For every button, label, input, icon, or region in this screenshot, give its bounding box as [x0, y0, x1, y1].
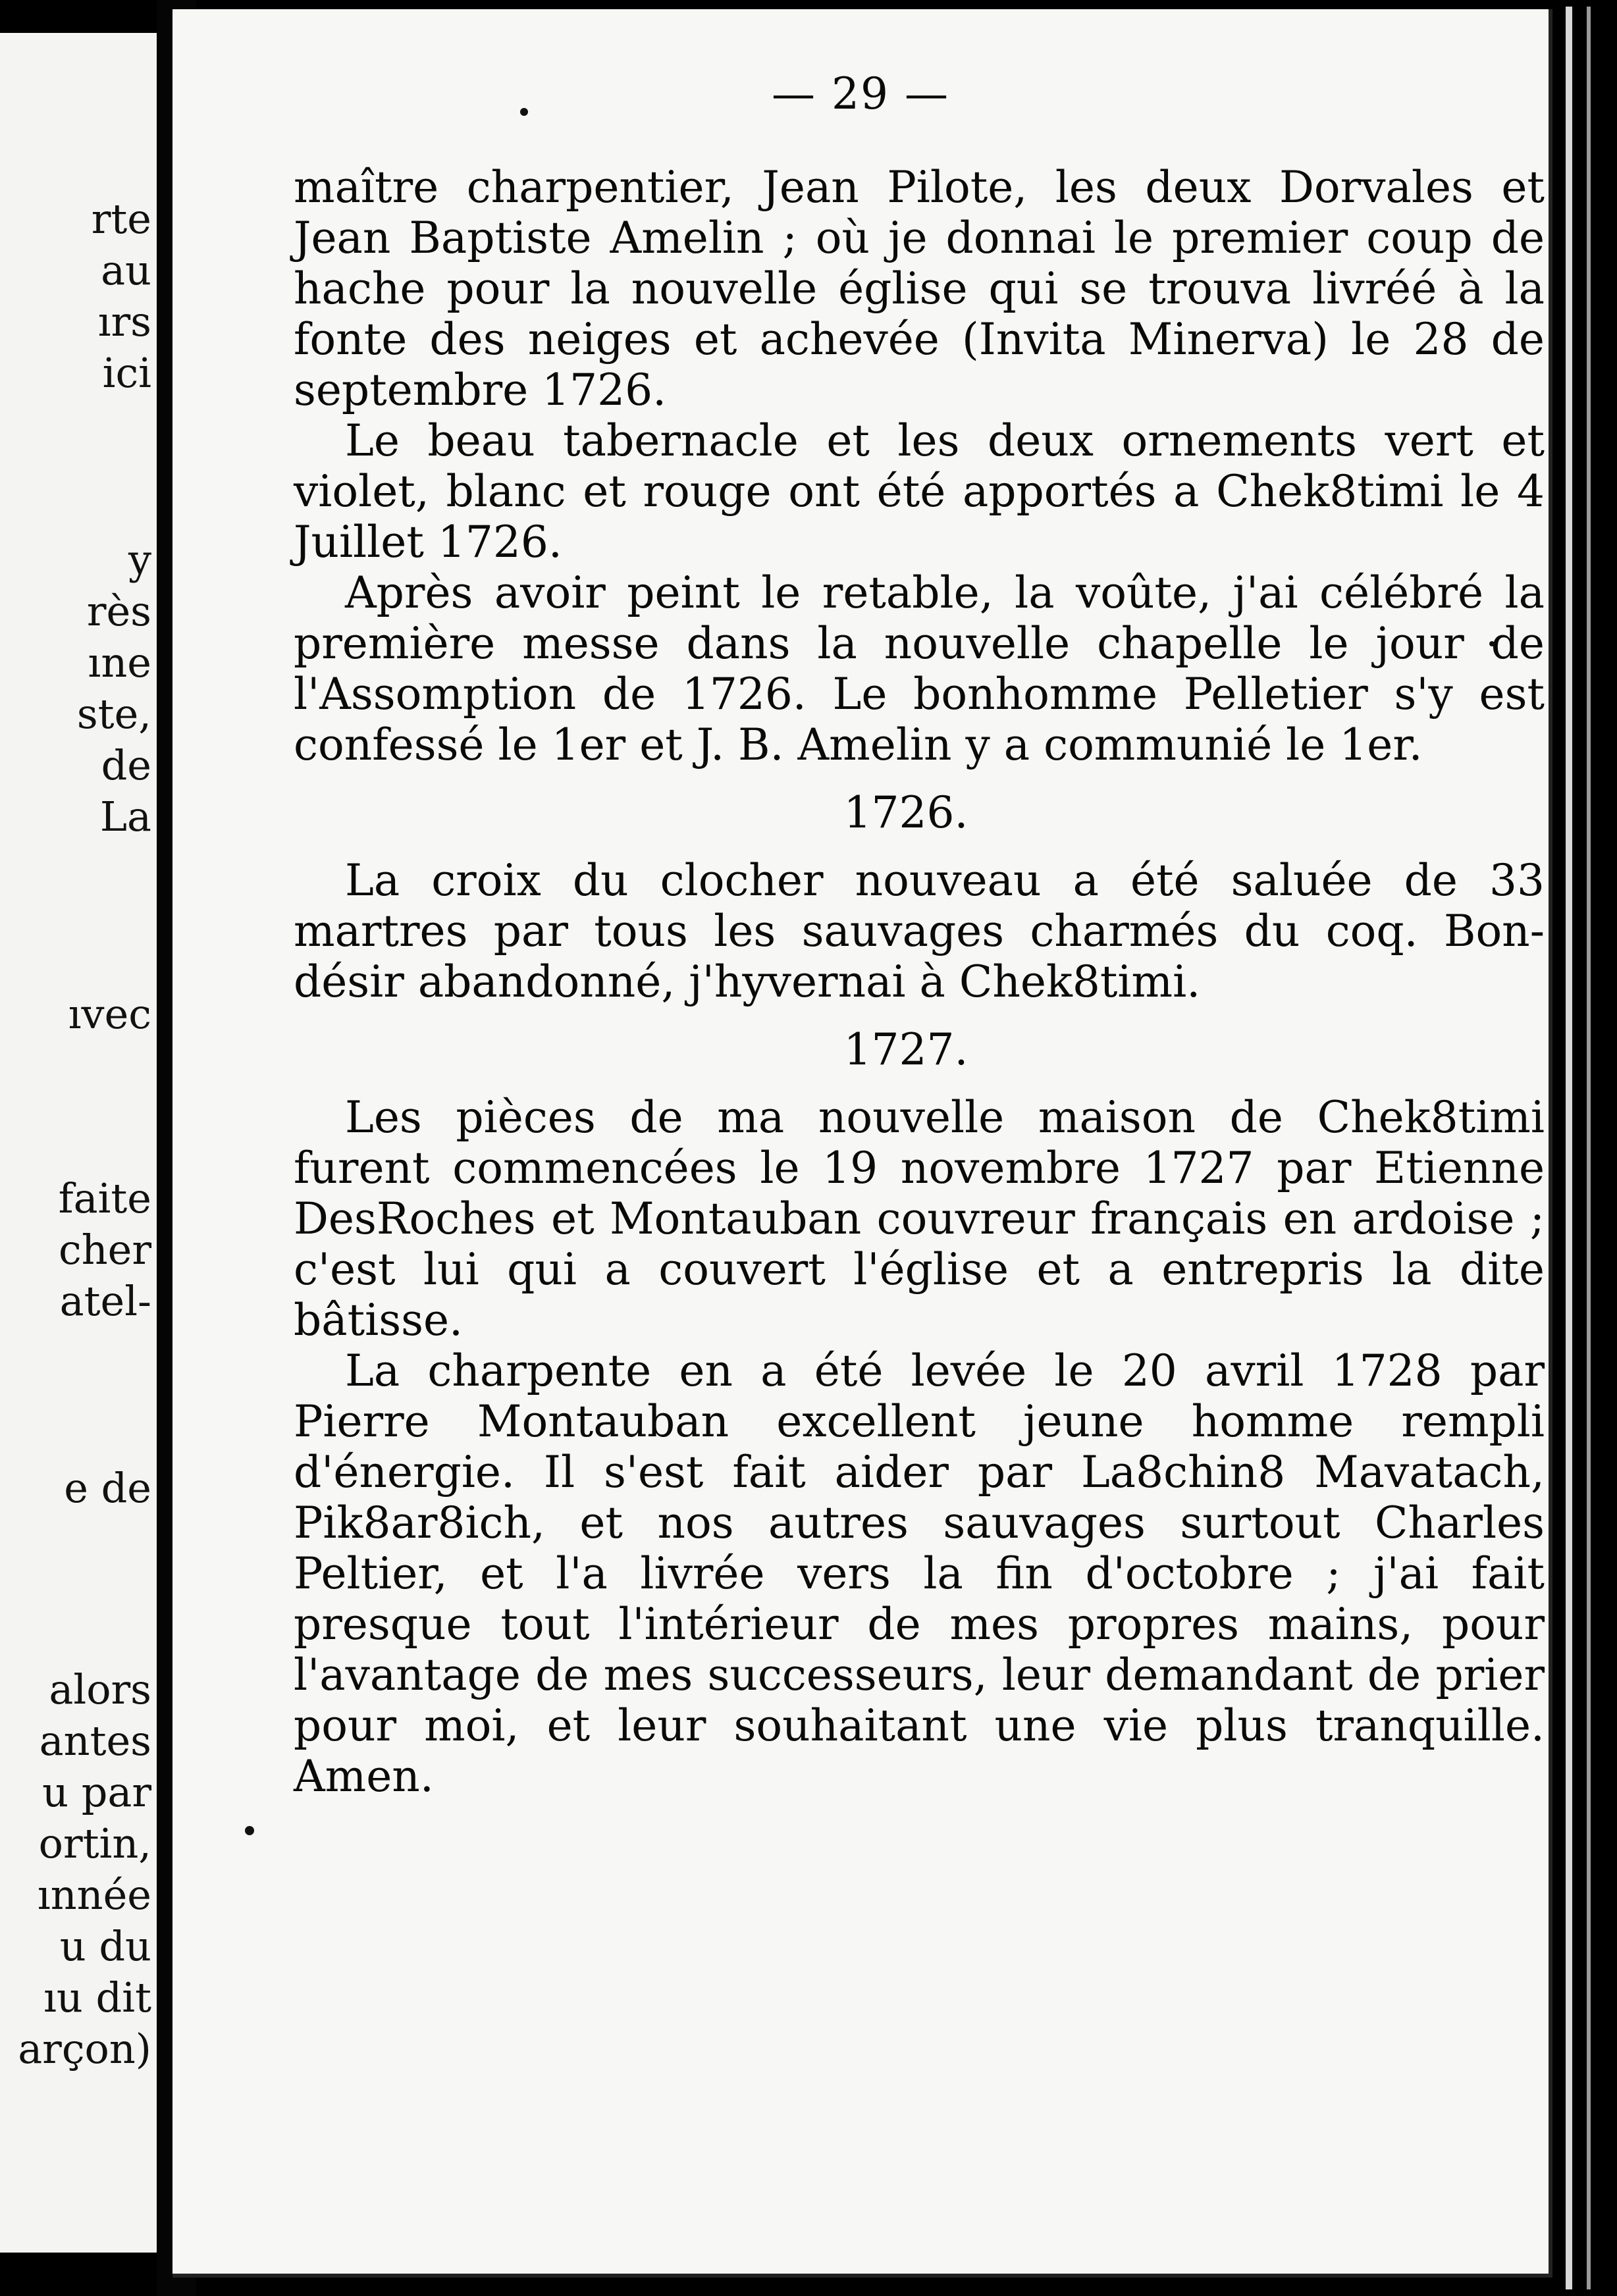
left-fragment-line: u du — [59, 1922, 151, 1970]
paragraph: Les pièces de ma nouvelle maison de Chek8timi furent commencées le 19 novembre 1727 par Etienne DesRoches et Montauban couvreur français en ardoise ; c'est lui qui a couvert l'église et a entrepris la dite bâtisse. — [294, 1092, 1545, 1345]
left-fragment-line: antes — [39, 1717, 151, 1765]
left-fragment-line: ortin, — [38, 1819, 151, 1867]
left-fragment-line: ıvec — [68, 990, 151, 1038]
left-fragment-line: e de — [64, 1464, 151, 1512]
left-fragment-line: ici — [102, 349, 151, 397]
left-fragment-line: ste, — [76, 690, 151, 738]
left-fragment-line: La — [99, 793, 151, 841]
left-fragment-line: cher — [59, 1226, 151, 1274]
paragraph: La croix du clocher nouveau a été saluée de 33 martres par tous les sauvages charmés du coq. Bon-désir abandonné, j'hyvernai à Chek8timi. — [294, 855, 1545, 1007]
page-body — [294, 162, 1545, 1802]
left-fragment-line: ıne — [88, 639, 151, 687]
page-edge-line — [1587, 7, 1591, 2289]
year-heading: 1726. — [843, 787, 968, 838]
paragraph: maître charpentier, Jean Pilote, les deux Dorvales et Jean Baptiste Amelin ; où je donnai le premier coup de hache pour la nouvelle église qui se trouva livréé à la fonte des neiges et achevée (Invita Minerva) le 28 de septembre 1726. — [294, 162, 1545, 415]
page-number: — 29 — — [772, 68, 949, 119]
left-fragment-line: faite — [58, 1174, 151, 1222]
book-page — [172, 9, 1552, 2278]
year-heading: 1727. — [843, 1024, 968, 1075]
left-fragment-line: arçon) — [18, 2025, 151, 2073]
left-page-fragment — [0, 33, 157, 2253]
left-fragment-line: u par — [42, 1768, 151, 1816]
paragraph: Après avoir peint le retable, la voûte, j'ai célébré la première messe dans la nouvelle chapelle le jour de l'Assomption de 1726. Le bonhomme Pelletier s'y est confessé le 1er et J. B. Amelin y a communié le 1er. — [294, 567, 1545, 770]
page-edge-line — [1566, 7, 1572, 2289]
left-fragment-line: atel- — [59, 1277, 151, 1325]
left-fragment-line: rte — [91, 195, 151, 243]
left-fragment-line: ırs — [97, 298, 151, 346]
paragraph: La charpente en a été levée le 20 avril 1728 par Pierre Montauban excellent jeune homme rempli d'énergie. Il s'est fait aider par La8chin8 Mavatach, Pik8ar8ich, et nos autres sauvages surtout Charles Peltier, et l'a livrée vers la fin d'octobre ; j'ai fait presque tout l'intérieur de mes propres mains, pour l'avantage de mes successeurs, leur demandant de prier pour moi, et leur souhaitant une vie plus tranquille. Amen. — [294, 1345, 1545, 1802]
page-stack-edge — [1552, 0, 1617, 2296]
left-fragment-line: rès — [86, 587, 151, 635]
left-fragment-line: ınnée — [37, 1871, 151, 1919]
left-fragment-line: au — [101, 246, 151, 294]
left-fragment-line: ıu dit — [43, 1973, 151, 2022]
left-fragment-line: alors — [49, 1665, 151, 1713]
left-fragment-line: de — [101, 741, 151, 789]
paragraph: Le beau tabernacle et les deux ornements vert et violet, blanc et rouge ont été apportés a Chek8timi le 4 Juillet 1726. — [294, 415, 1545, 567]
speck-mark — [245, 1826, 254, 1835]
left-fragment-line: y — [128, 536, 151, 584]
